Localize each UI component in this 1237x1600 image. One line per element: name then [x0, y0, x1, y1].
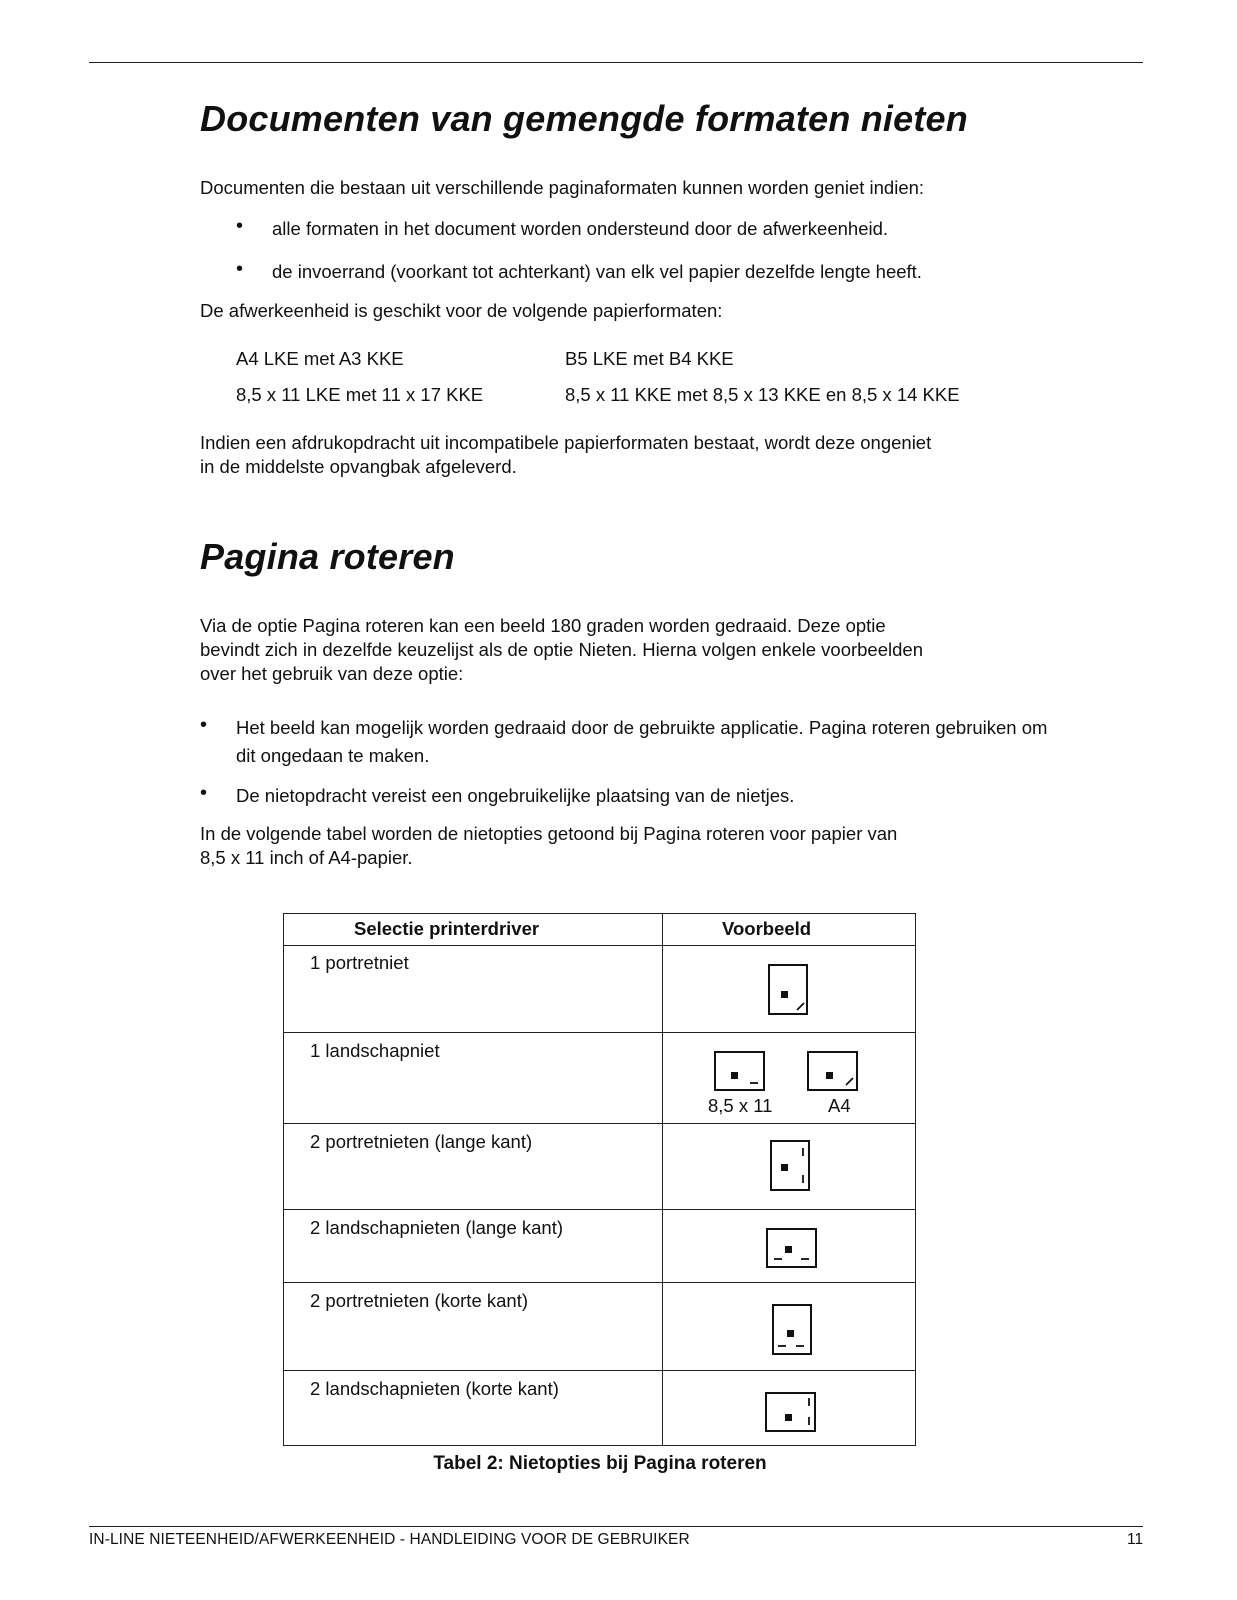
- list-item-text: dit ongedaan te maken.: [236, 745, 430, 766]
- format-pair: A4 LKE met A3 KKE: [236, 348, 404, 369]
- paper-size-label: A4: [828, 1095, 851, 1116]
- bullet-icon: •: [236, 258, 244, 280]
- table-row: 1 landschapniet: [310, 1040, 440, 1061]
- footer-title: IN-LINE NIETEENHEID/AFWERKEENHEID - HANDLEIDING VOOR DE GEBRUIKER: [89, 1531, 690, 1548]
- incompatible-note-line: in de middelste opvangbak afgeleverd.: [200, 456, 517, 477]
- landscape-long-edge-staples-icon: [766, 1228, 818, 1268]
- section2-intro-line: bevindt zich in dezelfde keuzelijst als de optie Nieten. Hierna volgen enkele voorbeelden: [200, 639, 923, 660]
- portrait-long-edge-staples-icon: [770, 1140, 810, 1192]
- portrait-short-edge-staples-icon: [772, 1304, 812, 1356]
- landscape-short-edge-staples-icon: [765, 1392, 817, 1432]
- table-divider: [284, 1209, 915, 1210]
- footer-rule: [89, 1526, 1143, 1527]
- landscape-staple-icon: [714, 1051, 766, 1091]
- table-row: 2 landschapnieten (lange kant): [310, 1217, 564, 1238]
- landscape-staple-icon: [807, 1051, 859, 1091]
- page-number: 11: [1127, 1531, 1144, 1548]
- table-row: 2 portretnieten (korte kant): [310, 1290, 528, 1311]
- bullet-icon: •: [236, 215, 244, 237]
- portrait-single-staple-icon: [768, 964, 808, 1016]
- header-rule: [89, 62, 1143, 63]
- incompatible-note-line: Indien een afdrukopdracht uit incompatibele papierformaten bestaat, wordt deze ongeniet: [200, 432, 932, 453]
- table-divider: [284, 1032, 915, 1033]
- table-row: 2 landschapnieten (korte kant): [310, 1378, 559, 1399]
- table-row: 2 portretnieten (lange kant): [310, 1131, 533, 1152]
- section-title-mixed-formats: Documenten van gemengde formaten nieten: [200, 98, 968, 139]
- section1-intro: Documenten die bestaan uit verschillende paginaformaten kunnen worden geniet indien:: [200, 177, 925, 198]
- section2-intro-line: Via de optie Pagina roteren kan een beeld 180 graden worden gedraaid. Deze optie: [200, 615, 886, 636]
- list-item-text: de invoerrand (voorkant tot achterkant) van elk vel papier dezelfde lengte heeft.: [272, 261, 922, 282]
- staple-options-table: [283, 913, 916, 1446]
- format-pair: B5 LKE met B4 KKE: [565, 348, 734, 369]
- table-intro-line: In de volgende tabel worden de nietopties getoond bij Pagina roteren voor papier van: [200, 823, 898, 844]
- table-divider: [284, 1123, 915, 1124]
- format-pair: 8,5 x 11 LKE met 11 x 17 KKE: [236, 384, 484, 405]
- list-item-text: De nietopdracht vereist een ongebruikelijke plaatsing van de nietjes.: [236, 785, 795, 806]
- bullet-icon: •: [200, 782, 208, 804]
- formats-intro: De afwerkeenheid is geschikt voor de volgende papierformaten:: [200, 300, 723, 321]
- table-divider: [284, 945, 915, 946]
- bullet-icon: •: [200, 714, 208, 736]
- table-row: 1 portretniet: [310, 952, 409, 973]
- table-header-selection: Selectie printerdriver: [354, 918, 540, 939]
- list-item-text: Het beeld kan mogelijk worden gedraaid door de gebruikte applicatie. Pagina roteren gebruiken om: [236, 717, 1048, 738]
- section-title-rotate-page: Pagina roteren: [200, 536, 455, 577]
- table-divider: [284, 1282, 915, 1283]
- table-intro-line: 8,5 x 11 inch of A4-papier.: [200, 847, 413, 868]
- table-divider: [662, 914, 663, 1445]
- table-header-example: Voorbeeld: [722, 918, 812, 939]
- format-pair: 8,5 x 11 KKE met 8,5 x 13 KKE en 8,5 x 14 KKE: [565, 384, 960, 405]
- list-item-text: alle formaten in het document worden ondersteund door de afwerkeenheid.: [272, 218, 889, 239]
- table-caption: Tabel 2: Nietopties bij Pagina roteren: [433, 1453, 767, 1474]
- section2-intro-line: over het gebruik van deze optie:: [200, 663, 464, 684]
- paper-size-label: 8,5 x 11: [708, 1095, 773, 1116]
- table-divider: [284, 1370, 915, 1371]
